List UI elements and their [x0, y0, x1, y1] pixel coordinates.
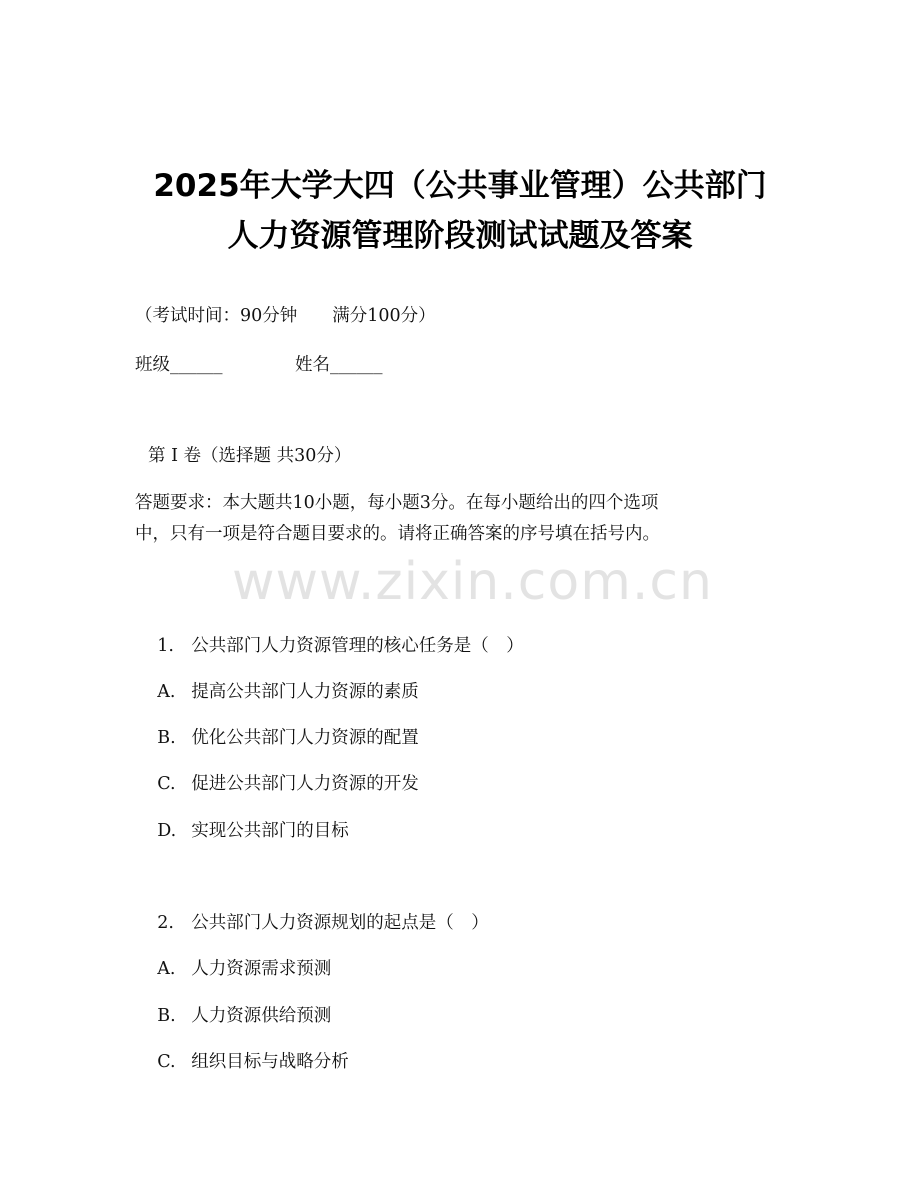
- question-text: 公共部门人力资源管理的核心任务是（ ）: [191, 636, 524, 656]
- question-number: 2.: [157, 913, 174, 933]
- option-text: 提高公共部门人力资源的素质: [191, 682, 419, 702]
- watermark: www.zixin.com.cn: [232, 552, 713, 612]
- option-letter: C.: [157, 1052, 176, 1072]
- option-letter: D.: [157, 821, 177, 841]
- instructions-line-1: 答题要求：本大题共10小题，每小题3分。在每小题给出的四个选项: [135, 493, 659, 513]
- question-number: 1.: [157, 636, 174, 656]
- option-text: 优化公共部门人力资源的配置: [191, 728, 419, 748]
- option-text: 组织目标与战略分析: [191, 1052, 349, 1072]
- exam-info: （考试时间：90分钟 满分100分）: [135, 306, 436, 326]
- option-letter: A.: [157, 682, 176, 702]
- option-letter: B.: [157, 728, 176, 748]
- section-heading: 第 I 卷（选择题 共30分）: [148, 446, 352, 466]
- option-text: 人力资源需求预测: [191, 959, 332, 979]
- option-letter: B.: [157, 1006, 176, 1026]
- question-2-option-c: [135, 1028, 349, 1093]
- class-field-label: 班级______: [135, 355, 223, 375]
- question-1-option-d: [135, 797, 349, 862]
- document-title-line-1: 2025年大学大四（公共事业管理）公共部门: [153, 168, 767, 204]
- option-text: 促进公共部门人力资源的开发: [191, 774, 419, 794]
- instructions-line-2: 中，只有一项是符合题目要求的。请将正确答案的序号填在括号内。: [135, 524, 660, 544]
- option-letter: A.: [157, 959, 176, 979]
- name-field-label: 姓名______: [295, 355, 383, 375]
- option-text: 人力资源供给预测: [191, 1006, 332, 1026]
- option-text: 实现公共部门的目标: [191, 821, 349, 841]
- option-letter: C.: [157, 774, 176, 794]
- document-title-line-2: 人力资源管理阶段测试试题及答案: [227, 218, 693, 254]
- question-text: 公共部门人力资源规划的起点是（ ）: [191, 913, 489, 933]
